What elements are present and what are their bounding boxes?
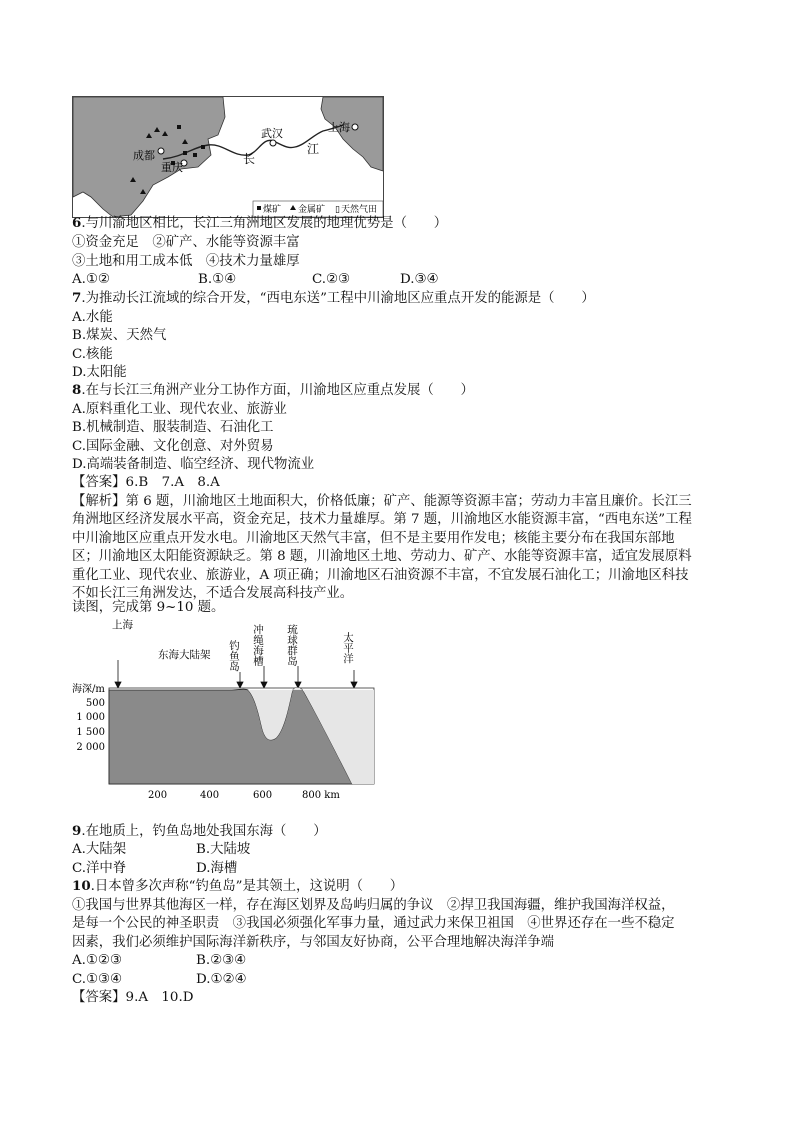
legend-coal: 煤矿 — [263, 205, 282, 215]
q10-stem — [72, 877, 403, 896]
q8-number: 8 — [72, 382, 82, 398]
q9-option-c: C.洋中脊 — [72, 861, 127, 876]
q6-option-b: B.①④ — [198, 272, 237, 287]
x-tick-600: 600 — [253, 790, 273, 801]
yangtze-map-figure — [72, 96, 384, 218]
label-chongqing: 重庆 — [161, 161, 183, 174]
q6-number: 6 — [72, 215, 82, 231]
shanghai-marker — [352, 124, 358, 130]
depth-tick-500: 500 — [85, 698, 105, 709]
label-jiang: 江 — [307, 142, 320, 156]
place-labels — [112, 618, 354, 672]
q8-stem — [72, 381, 474, 400]
q8-option-d: D.高端装备制造、临空经济、现代物流业 — [72, 457, 315, 472]
q6-items-2: ③土地和用工成本低 ④技术力量雄厚 — [72, 254, 300, 269]
q7-option-c: C.核能 — [72, 347, 113, 362]
q10-option-d: D.①②④ — [196, 972, 247, 987]
q10-text: .日本曾多次声称“钓鱼岛”是其领土，这说明（ ） — [90, 879, 404, 894]
label-shanghai: 上海 — [328, 121, 350, 134]
q9-options-1 — [72, 840, 250, 859]
q7-option-b: B.煤炭、天然气 — [72, 328, 167, 343]
q9-options-2 — [72, 859, 237, 878]
q8-option-c: C.国际金融、文化创意、对外贸易 — [72, 439, 274, 454]
read-prompt: 读图，完成第 9~10 题。 — [72, 600, 225, 615]
q10-items-3: 因素，我们必须维护国际海洋新秩序，与邻国友好协商，公平合理地解决海洋争端 — [72, 935, 555, 950]
yangtze-delta-region — [321, 97, 383, 171]
q7-option-a: A.水能 — [72, 310, 113, 325]
q8-option-a: A.原料重化工业、现代农业、旅游业 — [72, 402, 287, 417]
legend-metal: 金属矿 — [298, 205, 326, 215]
q7-text: .为推动长江流域的综合开发，“西电东送”工程中川渝地区应重点开发的能源是（ ） — [81, 291, 595, 306]
q9-number: 9 — [72, 823, 82, 839]
q7-number: 7 — [72, 290, 82, 306]
gas-symbol-icon: ▯ — [335, 205, 340, 215]
coal-symbol-icon — [257, 206, 261, 210]
q10-items-1: ①我国与世界其他海区一样，存在海区划界及岛屿归属的争议 ②捍卫我国海疆，维护我国海洋权益， — [72, 898, 675, 913]
q6-option-c: C.②③ — [312, 272, 351, 287]
q10-options-1 — [72, 951, 246, 970]
label-ryukyu: 琉球群岛 — [286, 624, 298, 666]
q7-stem — [72, 289, 595, 308]
distance-ticks — [148, 790, 340, 801]
q7-option-d: D.太阳能 — [72, 365, 127, 380]
q9-text: .在地质上，钓鱼岛地处我国东海（ ） — [81, 824, 327, 839]
label-shelf: 东海大陆架 — [158, 649, 211, 661]
label-shanghai-vertical — [112, 618, 133, 631]
q10-number: 10 — [72, 878, 91, 894]
q10-option-a: A.①②③ — [72, 953, 122, 968]
yangtze-map — [73, 97, 383, 217]
label-wuhan: 武汉 — [261, 127, 283, 140]
q10-items-2: 是每一个公民的神圣职责 ③我国必须强化军事力量，通过武力来保卫祖国 ④世界还存在一些不稳定 — [72, 916, 675, 931]
q9-option-b: B.大陆坡 — [196, 842, 251, 857]
wuhan-marker — [270, 140, 276, 146]
label-chang: 长 — [243, 152, 256, 166]
analysis-line-1: 【解析】第 6 题，川渝地区土地面积大，价格低廉；矿产、能源等资源丰富；劳动力丰富且廉价。长江三 — [72, 494, 692, 509]
q9-option-d: D.海槽 — [196, 861, 238, 876]
q10-option-c: C.①③④ — [72, 972, 123, 987]
q6-text: .与川渝地区相比，长江三角洲地区发展的地理优势是（ ） — [81, 216, 448, 231]
x-tick-800: 800 km — [302, 790, 340, 801]
label-chengdu: 成都 — [133, 149, 155, 162]
depth-tick-1000: 1 000 — [76, 712, 105, 723]
q6-options — [72, 270, 439, 289]
q6-items-1: ①资金充足 ②矿产、水能等资源丰富 — [72, 235, 300, 250]
answer-6-8: 【答案】6.B 7.A 8.A — [72, 475, 220, 490]
q10-option-b: B.②③④ — [196, 953, 247, 968]
q6-option-a: A.①② — [72, 272, 110, 287]
legend-gas: 天然气田 — [341, 205, 378, 215]
seafloor-profile-figure — [72, 614, 378, 810]
analysis-line-3: 中川渝地区应重点开发水电。川渝地区天然气丰富，但不是主要用作发电；核能主要分布在我国东部地 — [72, 531, 675, 546]
chengdu-marker — [158, 148, 164, 154]
depth-ticks — [76, 698, 105, 753]
label-shanghai: 上海 — [112, 619, 133, 631]
q9-option-a: A.大陆架 — [72, 842, 127, 857]
q9-stem — [72, 822, 327, 841]
q6-stem — [72, 214, 447, 233]
analysis-line-5: 重化工业、现代农业、旅游业，A 项正确；川渝地区石油资源不丰富，不宜发展石油化工；川渝地区科技 — [72, 568, 689, 583]
depth-tick-1500: 1 500 — [76, 727, 105, 738]
q8-option-b: B.机械制造、服装制造、石油化工 — [72, 420, 274, 435]
answer-9-10: 【答案】9.A 10.D — [72, 990, 194, 1005]
x-tick-400: 400 — [200, 790, 220, 801]
seafloor-profile — [72, 614, 378, 810]
analysis-line-6: 不如长江三角洲发达，不适合发展高科技产业。 — [72, 586, 354, 601]
depth-axis-title: 海深/m — [72, 684, 105, 695]
label-okinawa: 冲绳海槽 — [252, 624, 264, 666]
q8-text: .在与长江三角洲产业分工协作方面，川渝地区应重点发展（ ） — [81, 383, 474, 398]
label-diaoyu: 钓鱼岛 — [228, 640, 240, 672]
depth-tick-2000: 2 000 — [76, 742, 105, 753]
q6-option-d: D.③④ — [400, 272, 439, 287]
analysis-line-2: 角洲地区经济发展水平高，资金充足，技术力量雄厚。第 7 题，川渝地区水能资源丰富，“西电东送”工程 — [72, 512, 692, 527]
label-pacific: 太平洋 — [342, 632, 354, 664]
analysis-line-4: 区；川渝地区太阳能资源缺乏。第 8 题，川渝地区土地、劳动力、矿产、水能等资源丰富，适宜发展原料 — [72, 549, 692, 564]
q10-options-2 — [72, 970, 247, 989]
x-tick-200: 200 — [148, 790, 168, 801]
